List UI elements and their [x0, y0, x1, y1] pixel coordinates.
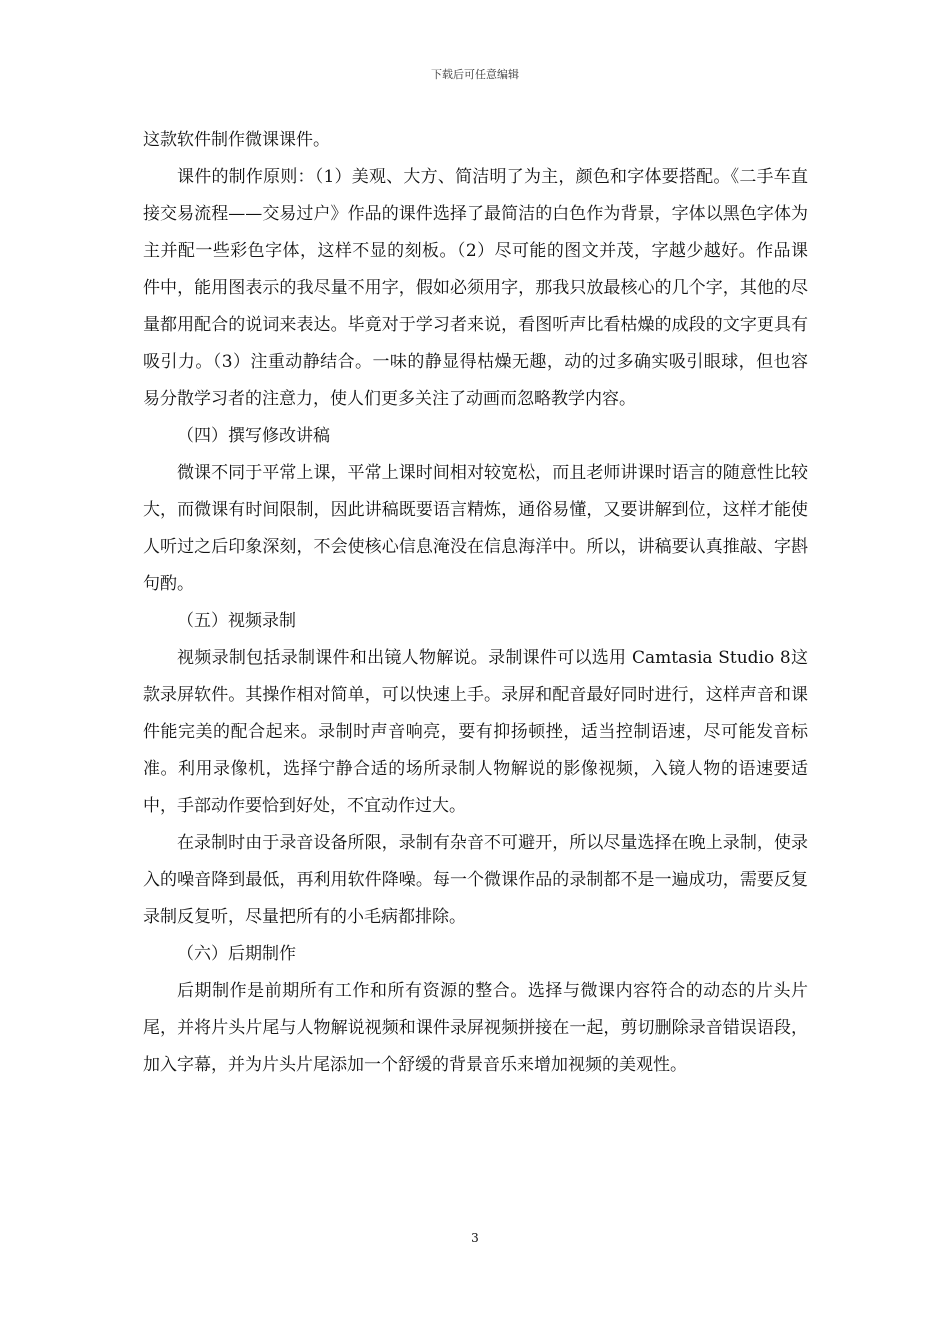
- paragraph-courseware-principles: 课件的制作原则：（1）美观、大方、简洁明了为主，颜色和字体要搭配。《二手车直接交易流程——交易过户》作品的课件选择了最简洁的白色作为背景，字体以黑色字体为主并配一些彩色字体，这样不显的刻板。（2）尽可能的图文并茂，字越少越好。作品课件中，能用图表示的我尽量不用字，假如必须用字，那我只放最核心的几个字，其他的尽量都用配合的说词来表达。毕竟对于学习者来说，看图听声比看枯燥的成段的文字更具有吸引力。（3）注重动静结合。一味的静显得枯燥无趣，动的过多确实吸引眼球，但也容易分散学习者的注意力，使人们更多关注了动画而忽略教学内容。: [143, 167, 808, 409]
- paragraph-script-writing: 微课不同于平常上课，平常上课时间相对较宽松，而且老师讲课时语言的随意性比较大，而微课有时间限制，因此讲稿既要语言精炼，通俗易懂，又要讲解到位，这样才能使人听过之后印象深刻，不会使核心信息淹没在信息海洋中。所以，讲稿要认真推敲、字斟句酌。: [143, 463, 808, 594]
- paragraph-post-production: 后期制作是前期所有工作和所有资源的整合。选择与微课内容符合的动态的片头片尾，并将片头片尾与人物解说视频和课件录屏视频拼接在一起，剪切删除录音错误语段，加入字幕，并为片头片尾添加一个舒缓的背景音乐来增加视频的美观性。: [143, 981, 808, 1075]
- paragraph-noise-control: 在录制时由于录音设备所限，录制有杂音不可避开，所以尽量选择在晚上录制，使录入的噪音降到最低，再利用软件降噪。每一个微课作品的录制都不是一遍成功，需要反复录制反复听，尽量把所有的小毛病都排除。: [143, 833, 808, 927]
- section-heading-4: （四）撰写修改讲稿: [177, 426, 330, 446]
- paragraph-video-recording: 视频录制包括录制课件和出镜人物解说。录制课件可以选用 Camtasia Studio 8这款录屏软件。其操作相对简单，可以快速上手。录屏和配音最好同时进行，这样声音和课件能完美的配合起来。录制时声音响亮，要有抑扬顿挫，适当控制语速，尽可能发音标准。利用录像机，选择宁静合适的场所录制人物解说的影像视频，入镜人物的语速要适中，手部动作要恰到好处，不宜动作过大。: [143, 648, 808, 816]
- paragraph-intro: 这款软件制作微课课件。: [143, 130, 330, 150]
- page-header-note: 下载后可任意编辑: [431, 68, 519, 81]
- page-number: 3: [471, 1231, 479, 1245]
- section-heading-5: （五）视频录制: [177, 611, 296, 631]
- document-body: [143, 122, 808, 1084]
- section-heading-6: （六）后期制作: [177, 944, 296, 964]
